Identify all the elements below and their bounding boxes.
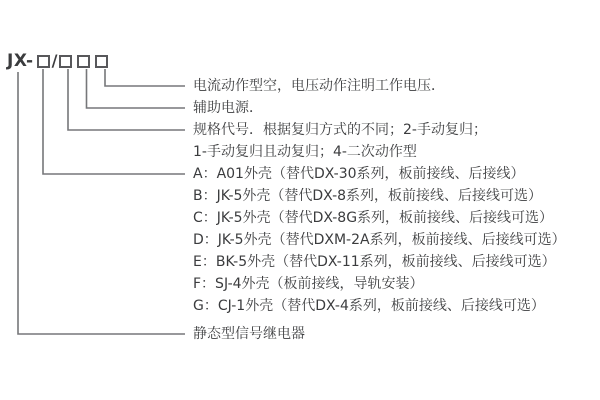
callout-shell-f: F：SJ-4外壳（板前接线，导轨安装）	[193, 276, 424, 292]
callout-spec-code-line2: 1-手动复归且动复归；4-二次动作型	[193, 144, 417, 160]
callout-shell-e: E：BK-5外壳（替代DX-11系列，板前接线、后接线可选）	[193, 254, 556, 270]
connector-digit4-line	[105, 69, 185, 86]
connector-digit3-line	[87, 69, 186, 108]
callout-shell-c: C：JK-5外壳（替代DX-8G系列，板前接线、后接线可选）	[193, 210, 554, 226]
callout-shell-g: G：CJ-1外壳（替代DX-4系列，板前接线、后接线可选）	[193, 298, 545, 314]
connector-digit1-line	[43, 69, 185, 174]
callout-spec-code: 规格代号．根据复归方式的不同；2-手动复归；	[193, 122, 487, 138]
model-separator: /	[51, 51, 58, 70]
callout-shell-a: A：A01外壳（替代DX-30系列，板前接线、后接线）	[193, 166, 525, 182]
model-prefix: JX-	[7, 51, 34, 71]
callout-aux-power: 辅助电源．	[193, 100, 263, 116]
callout-list	[193, 75, 566, 345]
connector-digit2-line	[68, 69, 185, 130]
callout-series-name: 静态型信号继电器	[193, 326, 305, 342]
callout-operate-voltage: 电流动作型空，电压动作注明工作电压．	[193, 78, 445, 94]
callout-shell-b: B：JK-5外壳（替代DX-8系列，板前接线、后接线可选）	[193, 188, 543, 204]
callout-shell-d: D：JK-5外壳（替代DXM-2A系列，板前接线、后接线可选）	[193, 232, 566, 248]
